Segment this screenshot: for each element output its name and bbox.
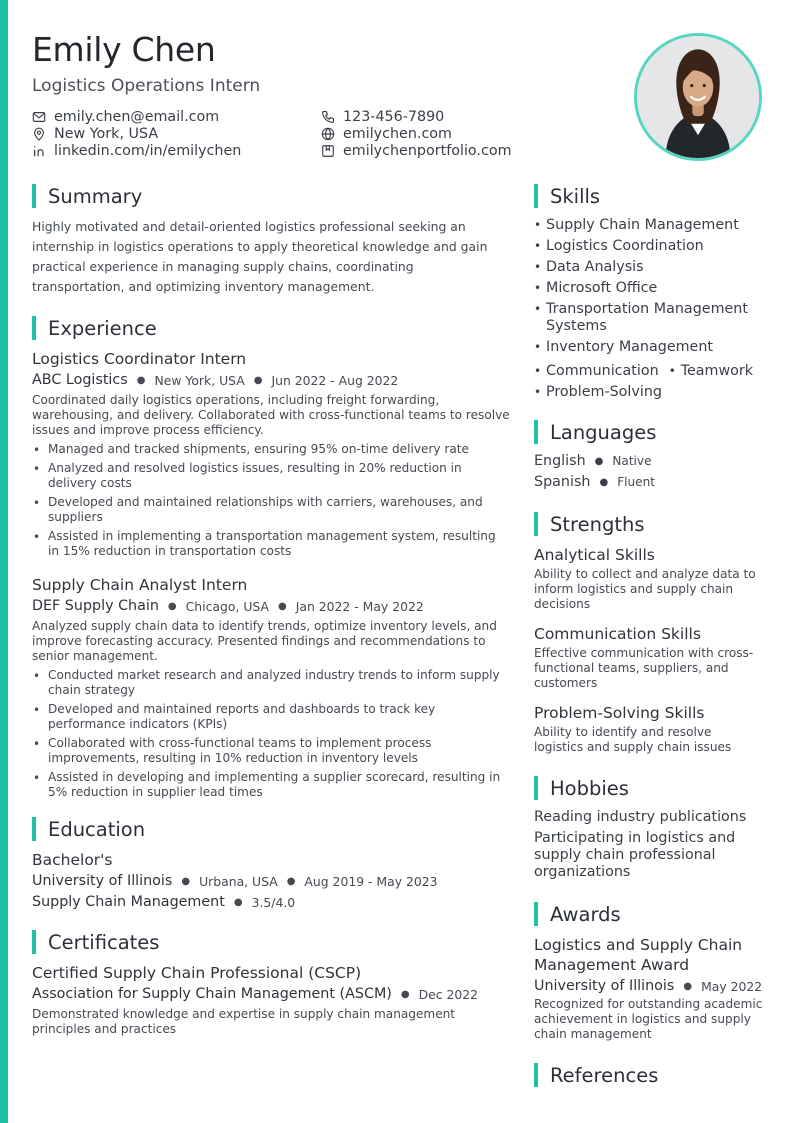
heading-accent (534, 184, 538, 208)
job-description: Coordinated daily logistics operations, including freight forwarding, warehousing, and delivery. Collaborated with cross-functional teams to resolve issues and improve process efficiency. (32, 393, 510, 437)
summary-section (32, 183, 510, 297)
achievement-item: • Developed and maintained relationships with carriers, warehouses, and suppliers (32, 495, 510, 525)
globe-icon (321, 127, 335, 141)
award-date: May 2022 (701, 979, 763, 994)
heading-accent (32, 930, 36, 954)
location-pin-icon (32, 127, 46, 141)
summary-heading (32, 183, 510, 209)
separator-dot: ● (181, 876, 191, 887)
references-section (534, 1062, 764, 1088)
education-heading (32, 816, 510, 842)
achievement-item: • Analyzed and resolved logistics issues, resulting in 20% reduction in delivery costs (32, 461, 510, 491)
profile-photo (634, 33, 762, 161)
separator-dot: ● (594, 456, 604, 467)
separator-dot: ● (277, 601, 287, 612)
resume-header (32, 30, 622, 159)
major-meta (32, 894, 510, 911)
references-heading (534, 1062, 764, 1088)
education-meta (32, 873, 510, 890)
separator-dot: ● (683, 981, 693, 992)
skill-item: • Problem-Solving (534, 384, 764, 401)
hobbies-title: Hobbies (550, 776, 629, 800)
contact-phone[interactable] (321, 108, 601, 125)
phone-text: 123-456-7890 (343, 108, 445, 125)
strength-title: Analytical Skills (534, 546, 655, 564)
heading-accent (32, 817, 36, 841)
achievement-item: • Developed and maintained reports and dashboards to track key performance indicators (KPIs) (32, 702, 510, 732)
references-title: References (550, 1063, 659, 1087)
certificate-name: Certified Supply Chain Professional (CSCP) (32, 964, 362, 982)
award-meta (534, 978, 764, 995)
job-location: Chicago, USA (185, 599, 269, 614)
contact-list (32, 108, 622, 159)
contact-email[interactable] (32, 108, 321, 125)
contact-portfolio[interactable] (321, 142, 601, 159)
job-entry (32, 349, 510, 559)
major: Supply Chain Management (32, 894, 225, 910)
hobbies-heading (534, 775, 764, 801)
certificate-meta (32, 986, 510, 1003)
achievement-item: • Managed and tracked shipments, ensuring 95% on-time delivery rate (32, 442, 510, 457)
job-meta (32, 372, 510, 389)
summary-text: Highly motivated and detail-oriented logistics professional seeking an internship in logistics operations to apply theoretical knowledge and gain practical experience in managing supply chains, coordinating transportation, and optimizing inventory management. (32, 219, 488, 294)
school-name: University of Illinois (32, 873, 173, 889)
main-column (32, 183, 510, 1037)
strength-description: Effective communication with cross-functional teams, suppliers, and customers (534, 646, 754, 690)
heading-accent (534, 902, 538, 926)
achievement-item: • Collaborated with cross-functional teams to implement process improvements, resulting in 10% reduction in inventory levels (32, 736, 510, 766)
gpa: 3.5/4.0 (251, 895, 296, 910)
skills-list (534, 217, 764, 401)
award-name: Logistics and Supply Chain Management Award (534, 936, 743, 974)
job-location: New York, USA (154, 373, 245, 388)
language-item (534, 453, 764, 470)
hobbies-section (534, 775, 764, 881)
candidate-name: Emily Chen (32, 30, 216, 69)
heading-accent (534, 1063, 538, 1087)
language-item (534, 474, 764, 491)
heading-accent (32, 184, 36, 208)
award-issuer: University of Illinois (534, 978, 675, 994)
job-meta (32, 598, 510, 615)
achievement-item: • Assisted in implementing a transportation management system, resulting in 15% reduction in transportation costs (32, 529, 510, 559)
hobby-item: Participating in logistics and supply chain professional organizations (534, 830, 736, 880)
summary-title: Summary (48, 184, 143, 208)
achievement-item: • Conducted market research and analyzed industry trends to inform supply chain strategy (32, 668, 510, 698)
job-dates: Jan 2022 - May 2022 (295, 599, 424, 614)
heading-accent (32, 316, 36, 340)
heading-accent (534, 420, 538, 444)
skills-heading (534, 183, 764, 209)
strength-description: Ability to collect and analyze data to inform logistics and supply chain decisions (534, 567, 756, 611)
certificate-date: Dec 2022 (418, 987, 479, 1002)
school-location: Urbana, USA (199, 874, 278, 889)
skill-item: • Teamwork (669, 363, 753, 380)
strength-item (534, 703, 764, 755)
degree: Bachelor's (32, 851, 113, 869)
strength-item (534, 624, 764, 691)
education-section (32, 816, 510, 911)
strengths-title: Strengths (550, 512, 645, 536)
skills-section (534, 183, 764, 401)
separator-dot: ● (286, 876, 296, 887)
experience-section (32, 315, 510, 800)
side-column (534, 183, 764, 1096)
strengths-heading (534, 511, 764, 537)
language-level: Fluent (617, 475, 656, 489)
phone-icon (321, 110, 335, 124)
separator-dot: ● (136, 375, 146, 386)
skill-item: • Data Analysis (534, 259, 764, 276)
languages-section (534, 419, 764, 491)
hobby-item: Reading industry publications (534, 809, 747, 825)
heading-accent (534, 776, 538, 800)
skill-item: • Transportation Management Systems (534, 301, 764, 335)
separator-dot: ● (400, 989, 410, 1000)
portrait-illustration (637, 36, 759, 158)
achievement-item: • Assisted in developing and implementing a supplier scorecard, resulting in 5% reduction in supplier lead times (32, 770, 510, 800)
language-level: Native (612, 454, 652, 468)
experience-title: Experience (48, 316, 157, 340)
separator-dot: ● (233, 897, 243, 908)
email-text: emily.chen@email.com (54, 108, 220, 125)
separator-dot: ● (167, 601, 177, 612)
contact-website[interactable] (321, 125, 601, 142)
location-text: New York, USA (54, 125, 159, 142)
candidate-role: Logistics Operations Intern (32, 76, 261, 96)
languages-title: Languages (550, 420, 657, 444)
linkedin-text: linkedin.com/in/emilychen (54, 142, 242, 159)
certificates-section (32, 929, 510, 1037)
job-achievements (32, 442, 510, 559)
job-description: Analyzed supply chain data to identify trends, optimize inventory levels, and improve forecasting accuracy. Presented findings and recommendations to senior management. (32, 619, 497, 663)
certificates-title: Certificates (48, 930, 160, 954)
company-name: DEF Supply Chain (32, 598, 159, 614)
strength-title: Communication Skills (534, 625, 701, 643)
skill-item: • Logistics Coordination (534, 238, 764, 255)
strength-item (534, 545, 764, 612)
awards-section (534, 901, 764, 1042)
job-entry (32, 575, 510, 800)
awards-heading (534, 901, 764, 927)
job-dates: Jun 2022 - Aug 2022 (271, 373, 399, 388)
experience-heading (32, 315, 510, 341)
contact-linkedin[interactable] (32, 142, 321, 159)
language-name: Spanish (534, 474, 591, 490)
contact-location (32, 125, 321, 142)
job-title: Logistics Coordinator Intern (32, 350, 247, 368)
award-description: Recognized for outstanding academic achievement in logistics and supply chain management (534, 997, 763, 1041)
awards-title: Awards (550, 902, 621, 926)
mail-icon (32, 110, 46, 124)
separator-dot: ● (253, 375, 263, 386)
accent-bar (0, 0, 8, 1123)
job-title: Supply Chain Analyst Intern (32, 576, 248, 594)
skill-item: • Inventory Management (534, 339, 764, 356)
website-text: emilychen.com (343, 125, 452, 142)
education-title: Education (48, 817, 146, 841)
skill-item: • Communication (534, 363, 659, 380)
strength-description: Ability to identify and resolve logistics and supply chain issues (534, 725, 732, 754)
certificate-description: Demonstrated knowledge and expertise in supply chain management principles and practices (32, 1007, 456, 1036)
strength-title: Problem-Solving Skills (534, 704, 705, 722)
company-name: ABC Logistics (32, 372, 128, 388)
heading-accent (534, 512, 538, 536)
language-name: English (534, 453, 586, 469)
skill-item: • Supply Chain Management (534, 217, 764, 234)
languages-heading (534, 419, 764, 445)
skill-item: • Microsoft Office (534, 280, 764, 297)
portfolio-text: emilychenportfolio.com (343, 142, 512, 159)
portfolio-icon (321, 144, 335, 158)
job-achievements (32, 668, 510, 800)
separator-dot: ● (599, 477, 609, 488)
certificates-heading (32, 929, 510, 955)
certificate-issuer: Association for Supply Chain Management (ASCM) (32, 986, 392, 1002)
linkedin-icon (32, 144, 46, 158)
education-dates: Aug 2019 - May 2023 (304, 874, 438, 889)
strengths-section (534, 511, 764, 755)
skills-title: Skills (550, 184, 601, 208)
